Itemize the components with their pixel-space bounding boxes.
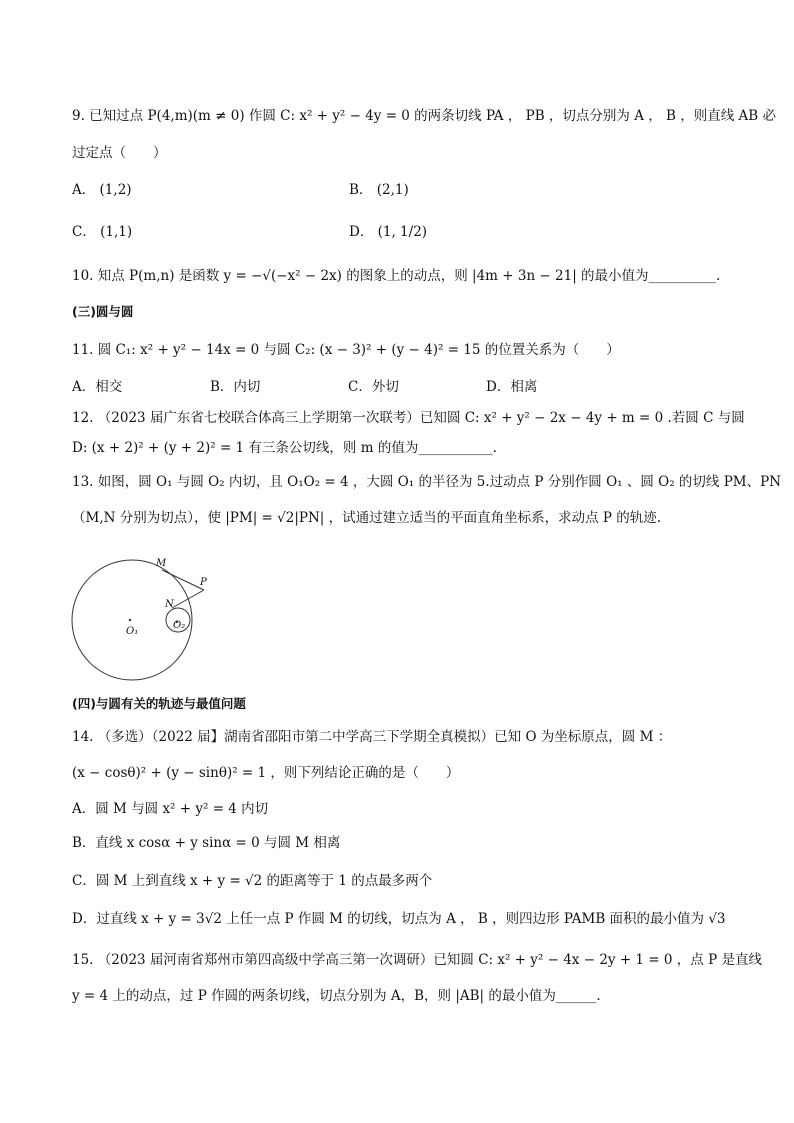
q14-option-d: D．过直线 x + y = 3√2 上任一点 P 作圆 M 的切线，切点为 A ， B ，则四边形 PAMB 面积的最小值为 √3 (72, 911, 726, 927)
q15-line1: 15. （2023 届河南省郑州市第四高级中学高三第一次调研）已知圆 C: x² + y² − 4x − 2y + 1 = 0 ，点 P 是直线 (72, 952, 762, 968)
label-p: P (200, 577, 207, 588)
tangent-pm (162, 570, 204, 590)
label-o1: O₁ (126, 626, 139, 637)
q9-option-a: A． (1,2) (72, 182, 132, 198)
q14-option-b: B．直线 x cosα + y sinα = 0 与圆 M 相离 (72, 835, 341, 851)
q9-option-c: C． (1,1) (72, 224, 133, 240)
q14-option-a: A．圆 M 与圆 x² + y² = 4 内切 (72, 801, 269, 817)
label-n: N (165, 599, 174, 610)
q9-line2: 过定点（ ） (72, 145, 167, 161)
q11-option-d: D．相离 (486, 379, 538, 395)
q11-option-c: C．外切 (348, 379, 399, 395)
q9-option-d: D． (1, 1/2) (349, 224, 428, 240)
q14-line1: 14. （多选）（2022 届】湖南省邵阳市第二中学高三下学期全真模拟）已知 O 为坐标原点，圆 M ： (72, 729, 672, 745)
q11-option-b: B．内切 (210, 379, 261, 395)
q12-line2: D: (x + 2)² + (y + 2)² = 1 有三条公切线，则 m 的值为___________. (72, 440, 497, 456)
q13-line1: 13. 如图，圆 O₁ 与圆 O₂ 内切，且 O₁O₂ = 4 ，大圆 O₁ 的半径为 5.过动点 P 分别作圆 O₁ 、圆 O₂ 的切线 PM、PN (72, 474, 782, 490)
tangent-circles-figure (70, 552, 220, 682)
q12-line1: 12. （2023 届广东省七校联合体高三上学期第一次联考）已知圆 C: x² + y² − 2x − 4y + m = 0 .若圆 C 与圆 (72, 410, 745, 426)
q15-line2: y = 4 上的动点，过 P 作圆的两条切线，切点分别为 A，B，则 |AB| 的最小值为______. (72, 988, 601, 1004)
q13-line2: （M,N 分别为切点），使 |PM| = √2|PN| ，试通过建立适当的平面直角坐标系，求动点 P 的轨迹. (72, 510, 662, 526)
label-o2: O₂ (173, 620, 186, 631)
q9-line1: 9. 已知过点 P(4,m)(m ≠ 0) 作圆 C: x² + y² − 4y = 0 的两条切线 PA ， PB ，切点分别为 A ， B ，则直线 AB 必 (72, 108, 777, 124)
tangent-pn (172, 590, 204, 608)
q11-stem: 11. 圆 C₁: x² + y² − 14x = 0 与圆 C₂: (x − 3)² + (y − 4)² = 15 的位置关系为（ ） (72, 342, 620, 358)
q10-text: 10. 知点 P(m,n) 是函数 y = −√(−x² − 2x) 的图象上的动点，则 |4m + 3n − 21| 的最小值为__________. (72, 268, 721, 284)
q14-option-c: C．圆 M 上到直线 x + y = √2 的距离等于 1 的点最多两个 (72, 873, 433, 889)
q14-line2: (x − cosθ)² + (y − sinθ)² = 1 ，则下列结论正确的是（ ） (72, 765, 460, 781)
section-heading-3: (三)圆与圆 (72, 304, 134, 319)
label-m: M (156, 558, 167, 569)
section-heading-4: (四)与圆有关的轨迹与最值问题 (72, 696, 246, 711)
q9-option-b: B． (2,1) (349, 182, 409, 198)
q11-option-a: A．相交 (72, 379, 123, 395)
center-o1-dot (129, 619, 131, 621)
